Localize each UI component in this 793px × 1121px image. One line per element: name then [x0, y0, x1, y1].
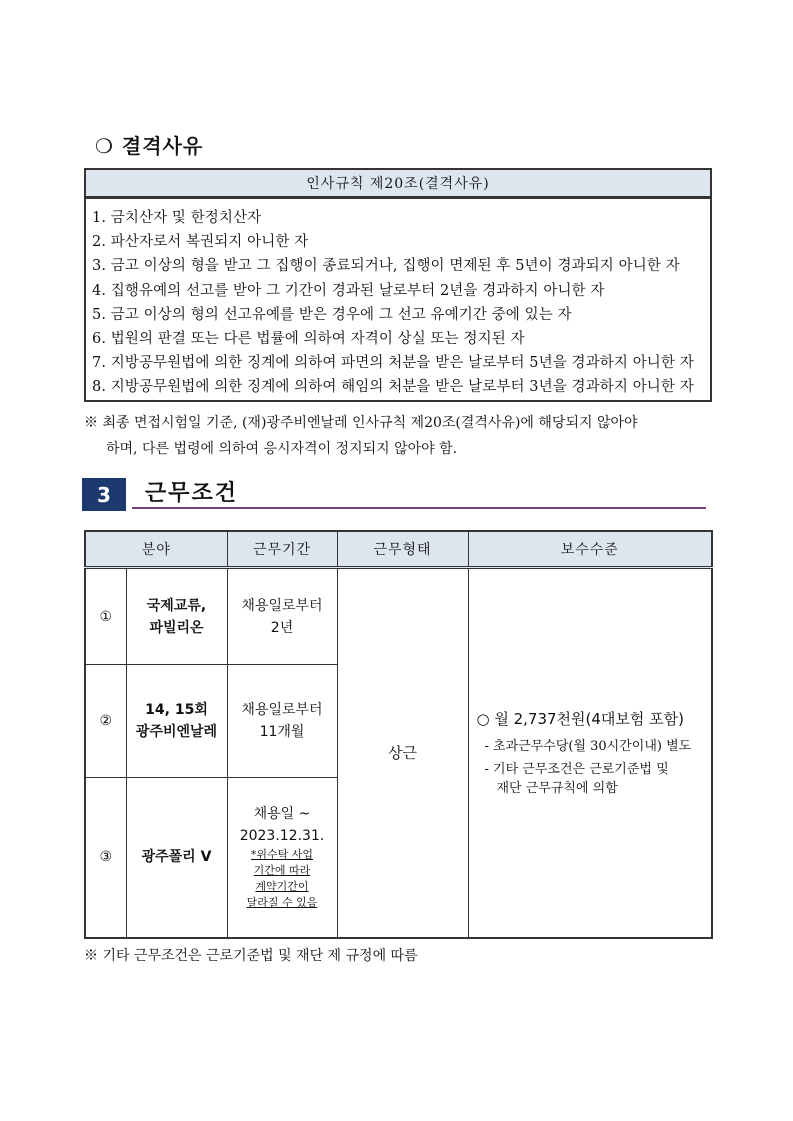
row-number: ①	[85, 568, 126, 665]
section-heading: ❍ 결격사유	[95, 134, 204, 158]
section-underline	[132, 507, 706, 509]
table-row	[85, 568, 712, 665]
period-note-line: *위수탁 사업	[250, 848, 314, 862]
list-item: 1. 금치산자 및 한정치산자	[92, 210, 262, 226]
list-item: 5. 금고 이상의 형의 선고유예를 받은 경우에 그 선고 유예기간 중에 있는 자	[92, 306, 572, 323]
section-title: 근무조건	[145, 481, 239, 506]
period-note-line: 기간에 따라	[253, 864, 311, 878]
field-name	[126, 568, 227, 665]
pay-overtime: - 초과근무수당(월 30시간이내) 별도	[484, 738, 692, 754]
pay-other	[477, 760, 712, 798]
work-period	[227, 568, 337, 665]
work-type: 상근	[337, 568, 468, 938]
period-line: 2년	[270, 619, 294, 636]
note-line: 하며, 다른 법령에 의하여 응시자격이 정지되지 않아야 함.	[106, 441, 458, 457]
header-period: 근무기간	[227, 531, 337, 568]
list-item: 6. 법원의 판결 또는 다른 법률에 의하여 자격이 상실 또는 정지된 자	[92, 331, 525, 348]
field-line: 국제교류,	[146, 597, 207, 614]
work-conditions-table	[84, 530, 713, 939]
list-item: 7. 지방공무원법에 의한 징계에 의하여 파면의 처분을 받은 날로부터 5년을 경과하지 아니한 자	[92, 355, 694, 372]
pay-other-line: 재단 근무규칙에 의함	[496, 780, 618, 796]
field-name: 광주폴리 Ⅴ	[126, 778, 227, 938]
disqualification-header: 인사규칙 제20조(결격사유)	[84, 168, 712, 198]
disqualification-note	[84, 410, 714, 462]
period-note-line: 달라질 수 있음	[246, 896, 318, 910]
work-period	[227, 665, 337, 778]
period-note-line: 계약기간이	[255, 880, 309, 894]
list-item: 2. 파산자로서 복권되지 아니한 자	[92, 234, 309, 251]
list-item: 3. 금고 이상의 형을 받고 그 집행이 종료되거나, 집행이 면제된 후 5년이 경과되지 아니한 자	[92, 258, 680, 275]
period-line: 채용일로부터	[241, 597, 323, 614]
pay-main: ○ 월 2,737천원(4대보험 포함)	[476, 709, 685, 728]
row-number: ③	[85, 778, 126, 938]
table-header-row	[85, 531, 712, 568]
header-field: 분야	[85, 531, 227, 568]
field-line: 광주비엔날레	[135, 724, 218, 740]
list-item: 4. 집행유예의 선고를 받아 그 기간이 경과된 날로부터 2년을 경과하지 아니한 자	[92, 282, 605, 299]
note-line: ※ 최종 면접시험일 기준, (재)광주비엔날레 인사규칙 제20조(결격사유)에 해당되지 않아야	[84, 415, 638, 431]
table-note: ※ 기타 근무조건은 근로기준법 및 재단 제 규정에 따름	[84, 948, 418, 964]
work-period	[227, 778, 337, 938]
period-line: 2023.12.31.	[239, 828, 325, 845]
period-line: 채용일로부터	[241, 702, 323, 718]
section-number-badge: 3	[82, 478, 126, 511]
field-line: 파빌리온	[149, 619, 204, 636]
pay-level	[468, 568, 712, 938]
header-pay: 보수수준	[468, 531, 712, 568]
disqualification-list	[84, 198, 712, 402]
field-name	[126, 665, 227, 778]
header-type: 근무형태	[337, 531, 468, 568]
row-number: ②	[85, 665, 126, 778]
period-line: 11개월	[259, 724, 305, 740]
pay-other-line: - 기타 근무조건은 근로기준법 및	[484, 761, 669, 777]
field-line: 14, 15회	[145, 702, 208, 718]
period-line: 채용일 ~	[253, 806, 311, 823]
list-item: 8. 지방공무원법에 의한 징계에 의하여 해임의 처분을 받은 날로부터 3년을 경과하지 아니한 자	[92, 379, 694, 396]
